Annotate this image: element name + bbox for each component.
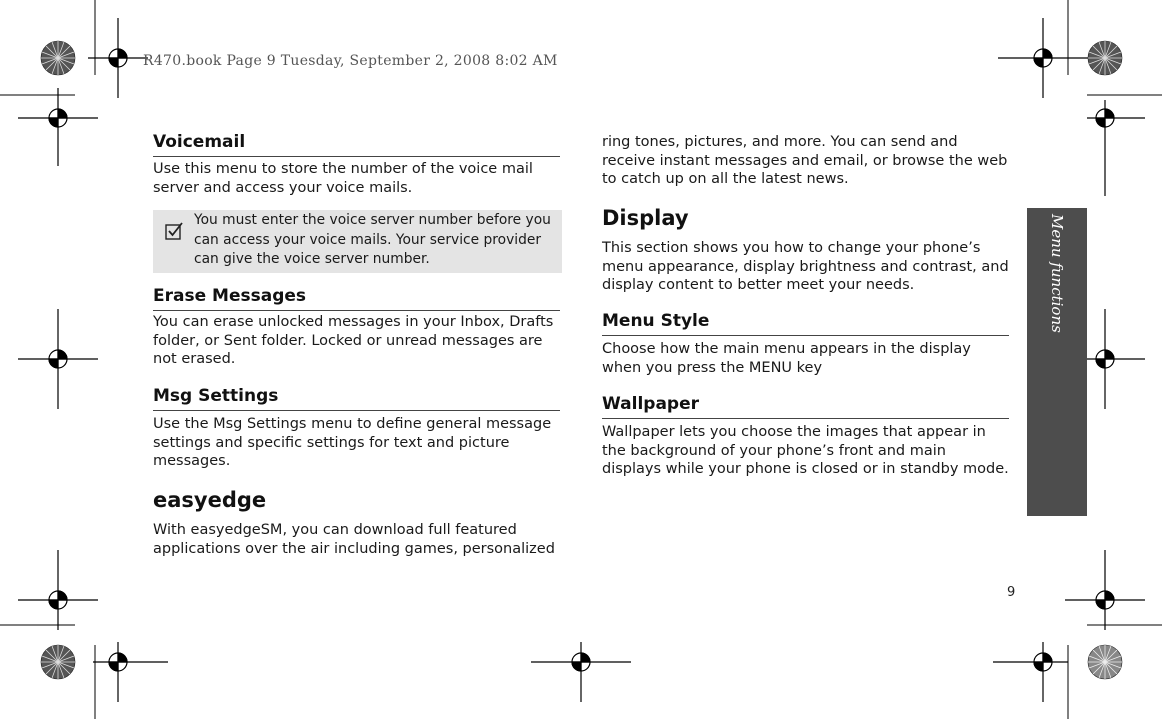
menu-style-text: Choose how the main menu appears in the display when you press the MENU key <box>602 341 971 376</box>
note-text: You must enter the voice server number before you can access your voice mails. Your service provider can give the voice server number. <box>194 212 551 268</box>
msg-settings-heading: Msg Settings <box>153 386 560 411</box>
erase-messages-text: You can erase unlocked messages in your Inbox, Drafts folder, or Sent folder. Locked or unread messages are not erased. <box>153 314 554 368</box>
checkbox-note-icon <box>165 222 183 240</box>
running-head: R470.book Page 9 Tuesday, September 2, 2008 8:02 AM <box>143 53 558 69</box>
msg-settings-text: Use the Msg Settings menu to define general message settings and specific settings for text and picture messages. <box>153 416 552 470</box>
easyedge-continued-text: ring tones, pictures, and more. You can send and receive instant messages and email, or browse the web to catch up on all the latest news. <box>602 134 1008 188</box>
easyedge-text: With easyedgeSM, you can download full featured applications over the air including games, personalized <box>153 522 555 557</box>
menu-style-heading: Menu Style <box>602 311 1009 336</box>
note-box <box>153 210 562 273</box>
wallpaper-text: Wallpaper lets you choose the images that appear in the background of your phone’s front and main displays while your phone is closed or in standby mode. <box>602 424 1009 478</box>
voicemail-heading: Voicemail <box>153 132 560 157</box>
voicemail-text: Use this menu to store the number of the voice mail server and access your voice mails. <box>153 161 533 196</box>
wallpaper-heading: Wallpaper <box>602 394 1009 419</box>
erase-messages-heading: Erase Messages <box>153 286 560 311</box>
display-text: This section shows you how to change your phone’s menu appearance, display brightness and contrast, and display content to better meet your needs. <box>602 240 1009 294</box>
display-heading: Display <box>602 206 689 230</box>
easyedge-heading: easyedge <box>153 488 267 512</box>
side-tab <box>1027 208 1087 516</box>
page-number: 9 <box>1007 585 1016 600</box>
side-tab-label: Menu functions <box>1048 214 1066 333</box>
